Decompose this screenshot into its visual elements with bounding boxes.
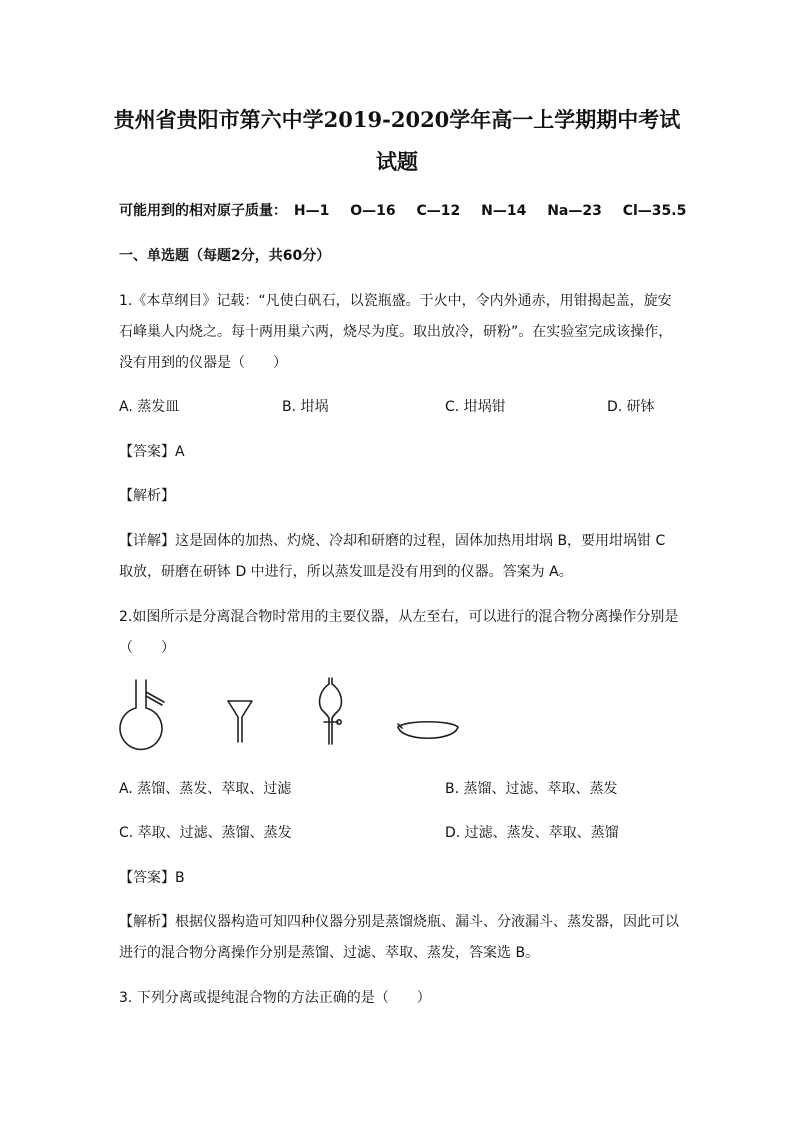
q1-detail-line-1: 【详解】这是固体的加热、灼烧、冷却和研磨的过程，固体加热用坩埚 B，要用坩埚钳 C <box>119 533 666 549</box>
q2-option-c: C. 萃取、过滤、蒸馏、蒸发 <box>119 825 292 841</box>
q2-analysis-line-2: 进行的混合物分离操作分别是蒸馏、过滤、萃取、蒸发，答案选 B。 <box>119 945 540 961</box>
q1-stem-line-2: 石峰巢人内烧之。每十两用巢六两，烧尽为度。取出放冷，研粉”。在实验室完成该操作， <box>119 324 673 340</box>
q3-stem-line-1: 3. 下列分离或提纯混合物的方法正确的是（ ） <box>119 990 431 1006</box>
q2-analysis-line-1: 【解析】根据仪器构造可知四种仪器分别是蒸馏烧瓶、漏斗、分液漏斗、蒸发器，因此可以 <box>119 914 679 930</box>
q2-stem-line-2: （ ） <box>119 640 175 656</box>
atomic-mass-item: C—12 <box>416 203 461 219</box>
evaporating-dish-icon <box>398 722 458 739</box>
q2-option-d: D. 过滤、蒸发、萃取、蒸馏 <box>445 825 619 841</box>
separatory-funnel-icon <box>320 678 342 744</box>
q1-option-a: A. 蒸发皿 <box>119 399 180 415</box>
atomic-mass-item: Na—23 <box>547 203 602 219</box>
q1-option-d: D. 研钵 <box>607 399 655 415</box>
q1-option-b: B. 坩埚 <box>282 399 329 415</box>
atomic-mass-item: O—16 <box>350 203 396 219</box>
funnel-icon <box>228 701 252 742</box>
atomic-masses-label: 可能用到的相对原子质量： <box>119 203 287 219</box>
distillation-flask-icon <box>120 680 164 749</box>
q1-option-c: C. 坩埚钳 <box>445 399 506 415</box>
q1-stem-line-3: 没有用到的仪器是（ ） <box>119 355 287 371</box>
separation-apparatus-figure <box>110 672 470 752</box>
q2-option-a: A. 蒸馏、蒸发、萃取、过滤 <box>119 781 292 797</box>
atomic-mass-item: N—14 <box>481 203 527 219</box>
document-title-line-2: 试题 <box>376 149 418 174</box>
section-heading: 一、单选题（每题2分，共60分） <box>119 248 331 264</box>
q1-answer: 【答案】A <box>119 444 185 460</box>
q2-stem-line-1: 2.如图所示是分离混合物时常用的主要仪器，从左至右，可以进行的混合物分离操作分别是 <box>119 609 679 625</box>
q1-detail-line-2: 取放，研磨在研钵 D 中进行，所以蒸发皿是没有用到的仪器。答案为 A。 <box>119 564 573 580</box>
atomic-masses <box>119 200 686 220</box>
document-title-line-1: 贵州省贵阳市第六中学2019-2020学年高一上学期期中考试 <box>113 107 681 132</box>
atomic-mass-item: H—1 <box>293 203 330 219</box>
atomic-mass-item: Cl—35.5 <box>622 203 687 219</box>
q2-answer: 【答案】B <box>119 870 185 886</box>
q1-stem-line-1: 1.《本草纲目》记载：“凡使白矾石，以瓷瓶盛。于火中，令内外通赤，用钳揭起盖，旋安 <box>119 293 672 309</box>
q2-option-b: B. 蒸馏、过滤、萃取、蒸发 <box>445 781 618 797</box>
q1-analysis-heading: 【解析】 <box>119 488 175 504</box>
